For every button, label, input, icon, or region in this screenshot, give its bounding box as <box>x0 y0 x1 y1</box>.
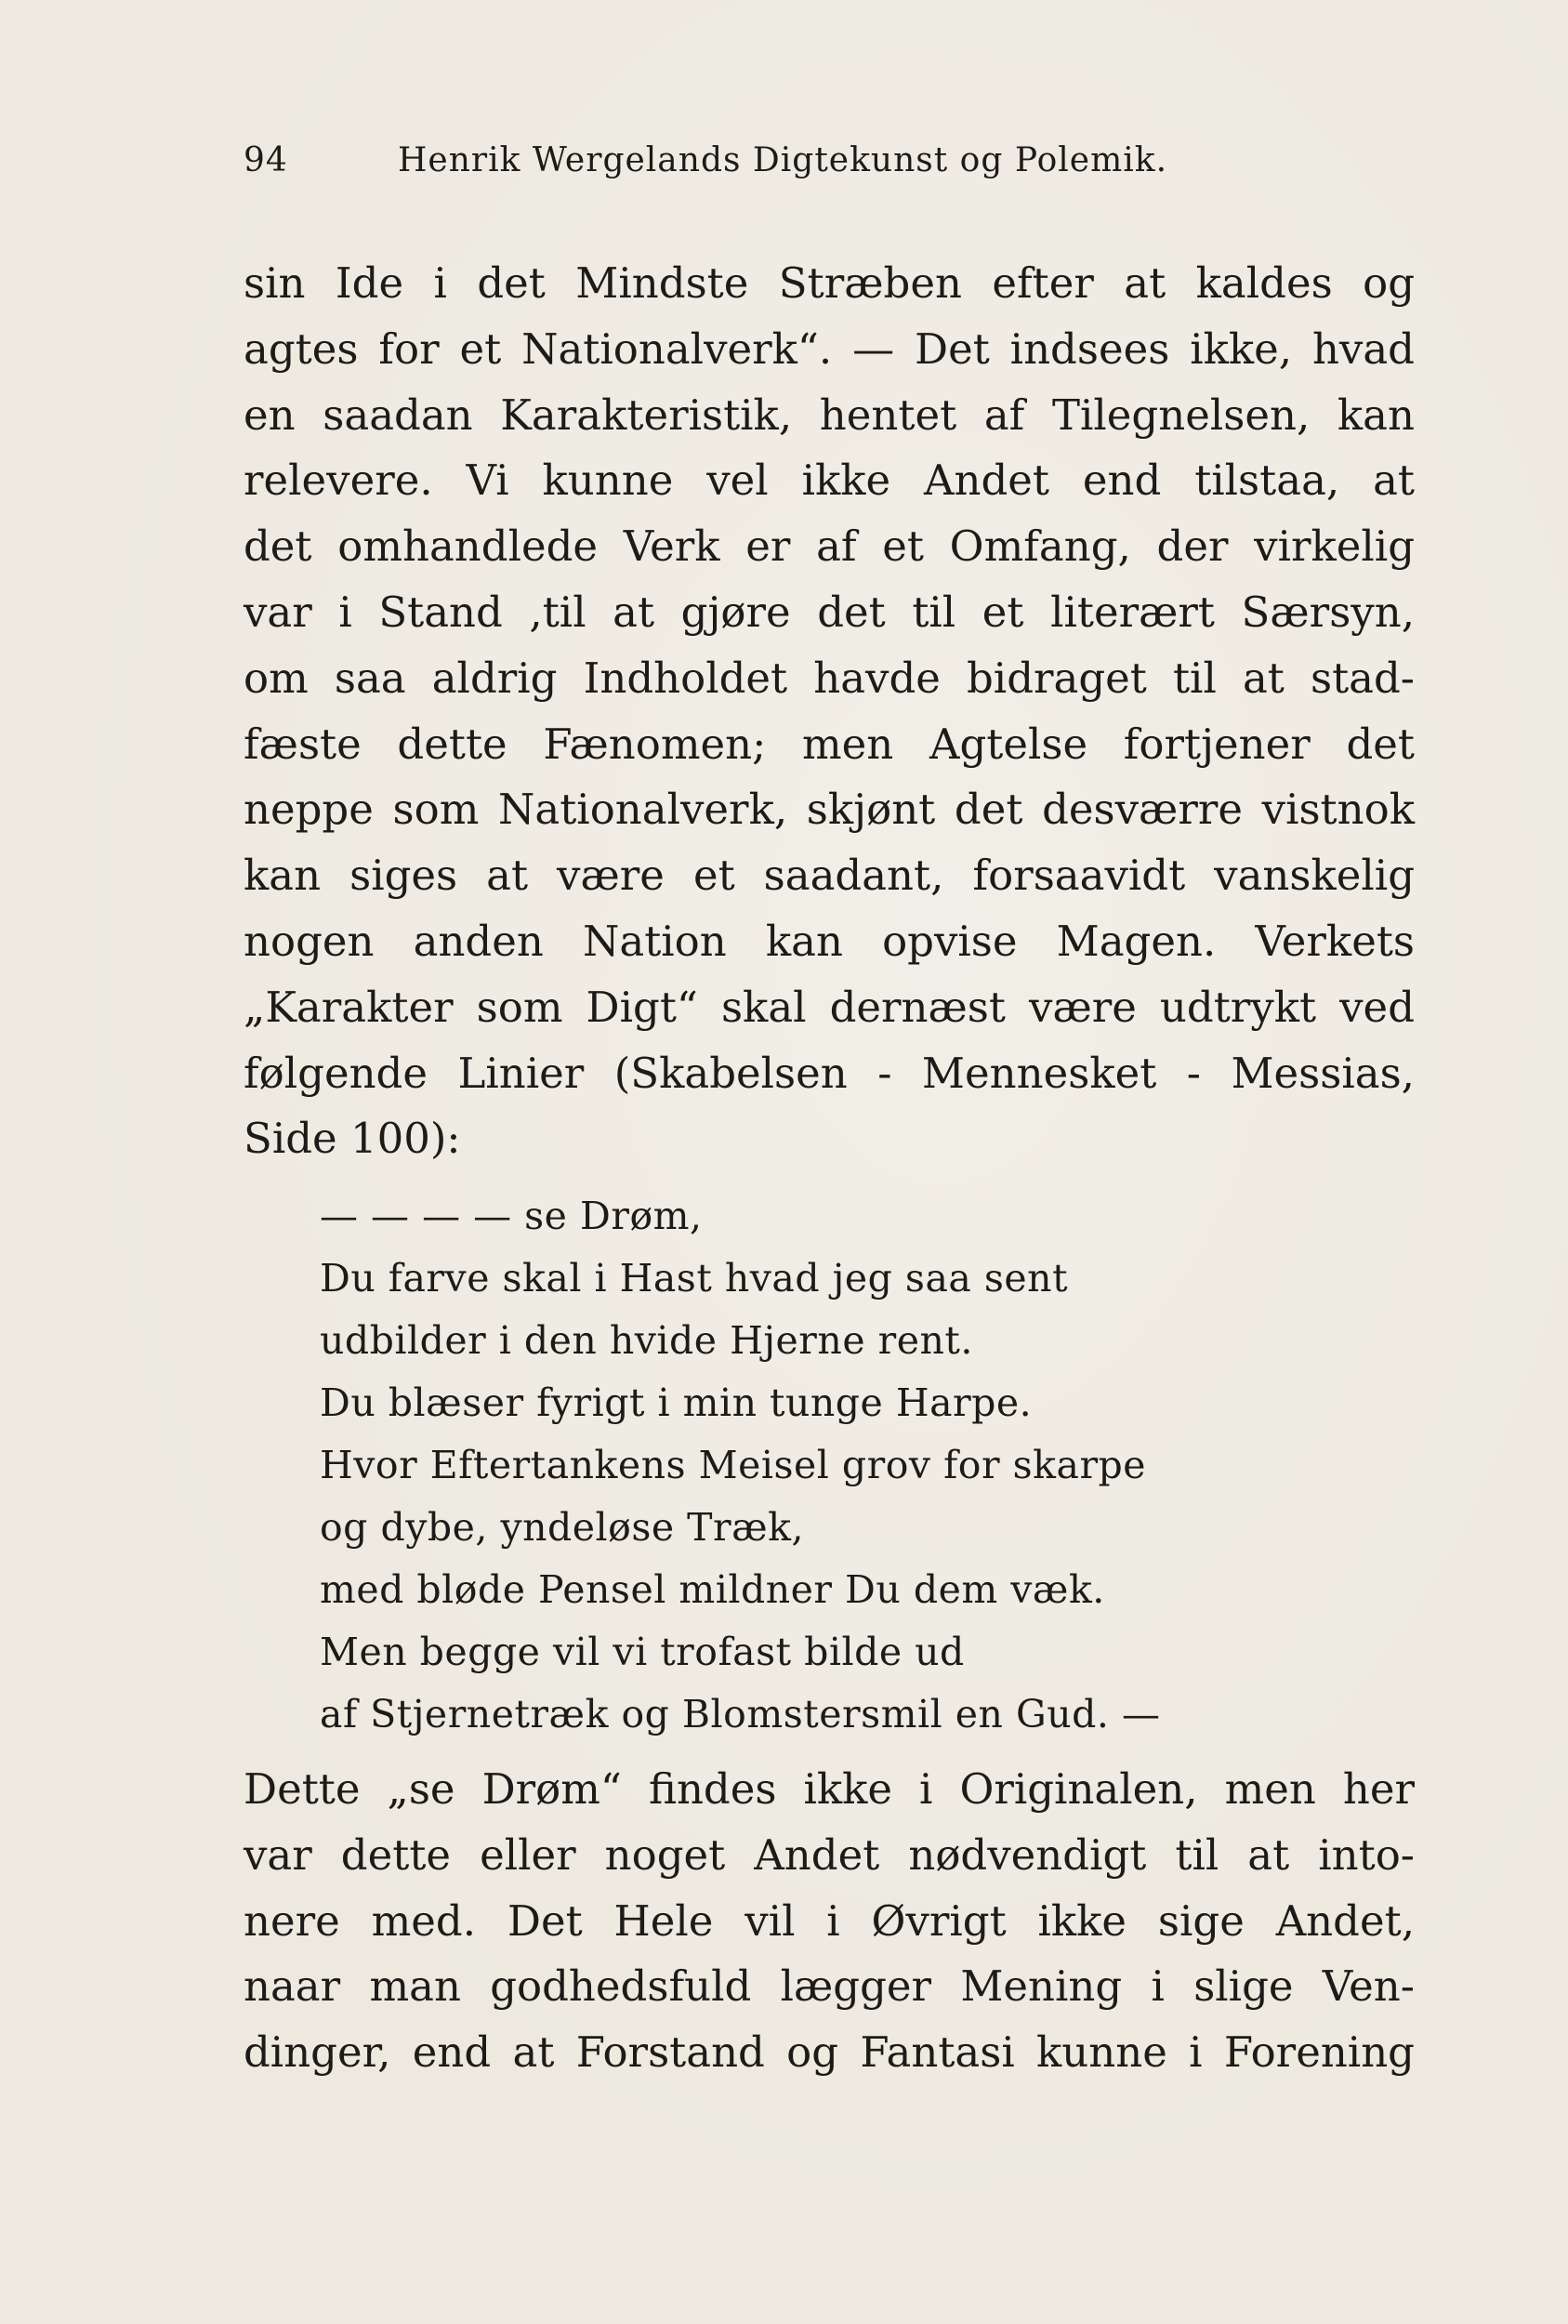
verse-line: og dybe, yndeløse Træk, <box>320 1505 805 1550</box>
paragraph-1 <box>244 251 1415 1172</box>
verse-line: Du farve skal i Hast hvad jeg saa sent <box>320 1256 1069 1301</box>
text-line: nere med. Det Hele vil i Øvrigt ikke sige Andet, <box>244 1895 1415 1946</box>
verse-line: udbilder i den hvide Hjerne rent. <box>320 1318 973 1363</box>
running-title: Henrik Wergelands Digtekunst og Polemik. <box>398 141 1168 179</box>
page-number: 94 <box>244 141 288 179</box>
verse-line: med bløde Pensel mildner Du dem væk. <box>320 1567 1105 1612</box>
text-line: naar man godhedsfuld lægger Mening i slige Ven- <box>244 1961 1415 2012</box>
text-line: det omhandlede Verk er af et Omfang, der virkelig <box>244 522 1415 572</box>
text-line: neppe som Nationalverk, skjønt det desværre vistnok <box>244 785 1415 835</box>
text-line: om saa aldrig Indholdet havde bidraget til at stad- <box>244 653 1415 703</box>
text-line: agtes for et Nationalverk“. — Det indsees ikke, hvad <box>244 324 1415 374</box>
text-line: sin Ide i det Mindste Stræben efter at kaldes og <box>244 258 1415 308</box>
text-line: nogen anden Nation kan opvise Magen. Verkets <box>244 916 1415 966</box>
text-line: Side 100): <box>244 1114 461 1164</box>
text-line: relevere. Vi kunne vel ikke Andet end tilstaa, at <box>244 456 1415 506</box>
text-line: fæste dette Fænomen; men Agtelse fortjener det <box>244 719 1415 769</box>
verse-quotation <box>320 1185 1249 1746</box>
text-line: dinger, end at Forstand og Fantasi kunne i Forening <box>244 2027 1415 2078</box>
text-line: var dette eller noget Andet nødvendigt til at into- <box>244 1829 1415 1880</box>
verse-line: Men begge vil vi trofast bilde ud <box>320 1630 965 1674</box>
text-line: Dette „se Drøm“ findes ikke i Originalen, men her <box>244 1764 1415 1814</box>
verse-line: Hvor Eftertankens Meisel grov for skarpe <box>320 1443 1147 1487</box>
text-line: „Karakter som Digt“ skal dernæst være udtrykt ved <box>244 982 1415 1032</box>
page-header <box>244 141 1247 188</box>
verse-line: Du blæser fyrigt i min tunge Harpe. <box>320 1380 1033 1425</box>
verse-line: af Stjernetræk og Blomstersmil en Gud. — <box>320 1692 1161 1736</box>
text-line: var i Stand ,til at gjøre det til et literært Særsyn, <box>244 587 1415 637</box>
verse-line: — — — — se Drøm, <box>320 1194 703 1238</box>
text-line: kan siges at være et saadant, forsaavidt vanskelig <box>244 851 1415 901</box>
text-line: følgende Linier (Skabelsen - Mennesket - Messias, <box>244 1048 1415 1098</box>
paragraph-2 <box>244 1757 1415 2086</box>
text-line: en saadan Karakteristik, hentet af Tilegnelsen, kan <box>244 390 1415 440</box>
